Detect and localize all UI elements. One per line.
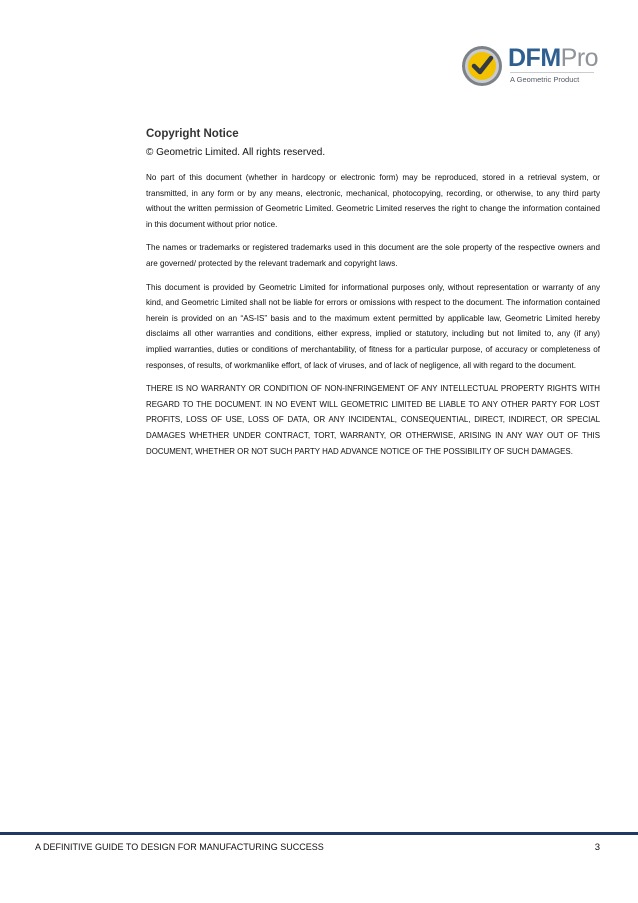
footer-title: A DEFINITIVE GUIDE TO DESIGN FOR MANUFACTURING SUCCESS bbox=[35, 842, 324, 852]
page-title: Copyright Notice bbox=[146, 128, 239, 140]
warranty-paragraph: THERE IS NO WARRANTY OR CONDITION OF NON-INFRINGEMENT OF ANY INTELLECTUAL PROPERTY RIGHTS WITH REGARD TO THE DOCUMENT. IN NO EVENT WILL GEOMETRIC LIMITED BE LIABLE TO ANY OTHER PARTY FOR LOST PROFITS, LOSS OF USE, LOSS OF DATA, OR ANY INCIDENTAL, CONSEQUENTIAL, DIRECT, INDIRECT, OR SPECIAL DAMAGES WHETHER UNDER CONTRACT, TORT, WARRANTY, OR OTHERWISE, ARISING IN ANY WAY OUT OF THIS DOCUMENT, WHETHER OR NOT SUCH PARTY HAD ADVANCE NOTICE OF THE POSSIBILITY OF SUCH DAMAGES. bbox=[146, 384, 600, 456]
page-number: 3 bbox=[594, 842, 600, 853]
trademark-paragraph: The names or trademarks or registered trademarks used in this document are the sole property of the respective owners and are governed/ protected by the relevant trademark and copyright laws. bbox=[146, 243, 600, 268]
logo-name-pro: Pro bbox=[560, 44, 599, 72]
dfmpro-logo bbox=[460, 42, 600, 90]
footer-divider bbox=[0, 832, 638, 835]
logo-tagline: A Geometric Product bbox=[510, 72, 594, 84]
logo-wordmark bbox=[508, 44, 598, 72]
logo-name-dfm: DFM bbox=[508, 44, 561, 72]
disclaimer-paragraph: This document is provided by Geometric Limited for informational purposes only, without representation or warranty of any kind, and Geometric Limited shall not be liable for errors or omissions with respect to the document. The information contained herein is provided on an “AS-IS” basis and to the maximum extent permitted by applicable law, Geometric Limited hereby disclaims all other warranties and conditions, either express, implied or statutory, including but not limited to, any (if any) implied warranties, duties or conditions of merchantability, of fitness for a particular purpose, of accuracy or completeness of responses, of results, of workmanlike effort, of lack of viruses, and of lack of negligence, all with regard to the document. bbox=[146, 282, 600, 370]
checkmark-badge-icon bbox=[460, 44, 504, 88]
copyright-notice bbox=[146, 128, 600, 467]
reproduction-paragraph: No part of this document (whether in hardcopy or electronic form) may be reproduced, stored in a retrieval system, or transmitted, in any form or by any means, electronic, mechanical, photocopying, recording, or otherwise, to any third party without the written permission of Geometric Limited. Geometric Limited reserves the right to change the information contained in this document without prior notice. bbox=[146, 173, 600, 229]
copyright-line: © Geometric Limited. All rights reserved. bbox=[146, 147, 326, 158]
